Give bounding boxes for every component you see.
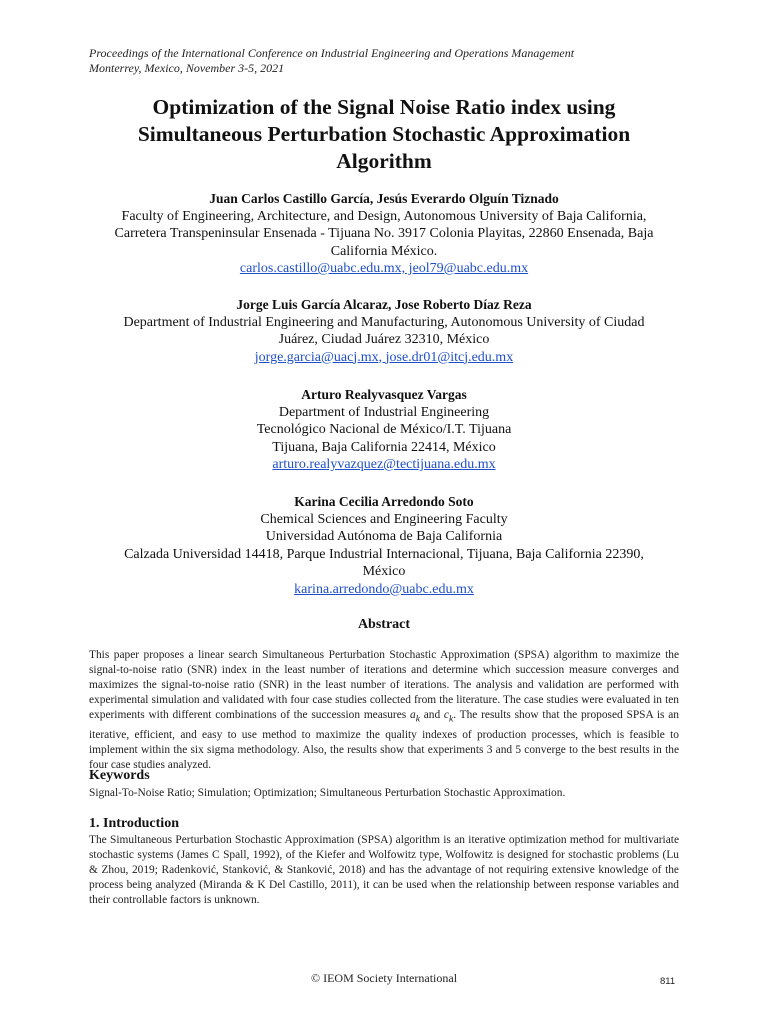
affiliation-line: Tijuana, Baja California 22414, México	[272, 439, 496, 455]
affiliation-line: Universidad Autónoma de Baja California	[265, 529, 503, 544]
affiliation-line: Faculty of Engineering, Architecture, and Design, Autonomous University of Baja California,	[121, 208, 647, 224]
affiliation-line: Carretera Transpeninsular Ensenada - Tijuana No. 3917 Colonia Playitas, 22860 Ensenada, Baja	[114, 226, 654, 241]
author-group-1	[70, 190, 698, 278]
math-c: c	[443, 709, 449, 722]
math-c-subscript: k	[448, 714, 454, 725]
page-number: 811	[660, 976, 676, 987]
affiliation-line: Tecnológico Nacional de México/I.T. Tijuana	[256, 422, 512, 437]
conference-location-date: Monterrey, Mexico, November 3-5, 2021	[89, 61, 285, 75]
abstract-text-part: This paper proposes a linear search Simultaneous Perturbation Stochastic Approximation (SPSA) algorithm to maximize the signal-to-noise ratio (SNR) index in the least number of iterations and determine which succession measure converges and maximizes the signal-to-noise ratio (SNR) in the least number of iterations. The analysis and validation are performed with experimental simulation and validated with four case studies collected from the literature. The case studies were evaluated in ten experiments with different combinations of the succession measures	[89, 649, 679, 722]
abstract-text-part: . The results show that the proposed SPSA is an iterative, efficient, and easy to use method to maximize the quality indexes of production processes, which is feasible to implement within the six sigma methodology. Also, the results show that experiments 3 and 5 converge to the best results in the four case studies analyzed.	[89, 709, 679, 771]
title-line: Optimization of the Signal Noise Ratio index using	[152, 95, 616, 119]
author-names: Karina Cecilia Arredondo Soto	[294, 494, 474, 509]
affiliation-line: Chemical Sciences and Engineering Faculty	[260, 511, 508, 527]
keywords-text: Signal-To-Noise Ratio; Simulation; Optimization; Simultaneous Perturbation Stochastic Approximation.	[89, 787, 566, 799]
math-a-subscript: k	[415, 714, 420, 725]
abstract-body	[89, 648, 679, 773]
title-line: Simultaneous Perturbation Stochastic Approximation	[137, 122, 631, 146]
author-group-2	[70, 296, 698, 366]
author-group-4	[70, 493, 698, 598]
author-email-link[interactable]: jorge.garcia@uacj.mx, jose.dr01@itcj.edu.mx	[254, 349, 514, 365]
keywords-heading: Keywords	[89, 768, 150, 783]
conference-name: Proceedings of the International Conference on Industrial Engineering and Operations Management	[89, 46, 575, 60]
author-email-link[interactable]: arturo.realyvazquez@tectijuana.edu.mx	[272, 457, 496, 472]
author-names: Juan Carlos Castillo García, Jesús Everardo Olguín Tiznado	[209, 191, 559, 206]
affiliation-line: Juárez, Ciudad Juárez 32310, México	[278, 332, 490, 347]
affiliation-line: Department of Industrial Engineering and Manufacturing, Autonomous University of Ciudad	[123, 314, 645, 330]
affiliation-line: California México.	[330, 243, 438, 259]
introduction-heading: 1. Introduction	[89, 816, 179, 831]
introduction-body: The Simultaneous Perturbation Stochastic Approximation (SPSA) algorithm is an iterative optimization method for multivariate stochastic systems (James C Spall, 1992), of the Kiefer and Wolfowitz type, Wolfowitz is designed for stochastic problems (Lu & Zhou, 2019; Radenković, Stanković, & Stanković, 2018) and has the advantage of not requiring extensive knowledge of the process being analyzed (Miranda & K Del Castillo, 2011), it can be used when the relationship between response variables and their controllable factors is unknown.	[89, 834, 679, 907]
math-a: a	[409, 709, 416, 722]
author-names: Jorge Luis García Alcaraz, Jose Roberto Díaz Reza	[236, 297, 532, 312]
math-and: and	[423, 709, 441, 722]
author-email-link[interactable]: carlos.castillo@uabc.edu.mx, jeol79@uabc.edu.mx	[239, 261, 529, 276]
author-group-3	[70, 386, 698, 474]
title-line: Algorithm	[336, 149, 432, 173]
author-names: Arturo Realyvasquez Vargas	[301, 387, 467, 402]
abstract-heading: Abstract	[357, 617, 411, 632]
conference-header	[89, 46, 574, 76]
copyright-footer: © IEOM Society International	[310, 971, 458, 985]
affiliation-line: México	[362, 564, 406, 579]
paper-title	[60, 94, 708, 175]
affiliation-line: Department of Industrial Engineering	[278, 404, 490, 420]
affiliation-line: Calzada Universidad 14418, Parque Industrial Internacional, Tijuana, Baja California 22390,	[124, 546, 644, 562]
author-email-link[interactable]: karina.arredondo@uabc.edu.mx	[294, 581, 474, 597]
